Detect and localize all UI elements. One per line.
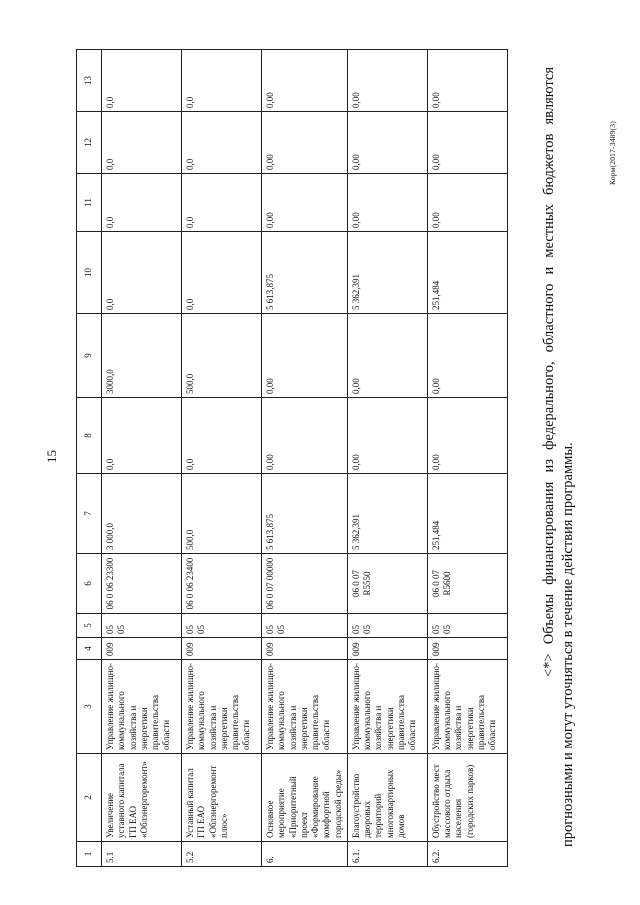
amount-cell: 0,00 (347, 314, 427, 398)
amount-cell: 5 362,391 (347, 232, 427, 314)
section-cell: 05 05 (182, 614, 262, 638)
column-header: 6 (77, 554, 102, 614)
amount-cell: 0,00 (262, 50, 348, 112)
amount-cell: 0,00 (427, 314, 507, 398)
measure-name-cell: Обустройство мест массового отдыха населения (городских парков) (427, 754, 507, 842)
executor-cell: Управление жилищно-коммунального хозяйства и энергетики правительства области (102, 660, 182, 754)
section-cell: 05 05 (102, 614, 182, 638)
target-article-cell: 06 0 06 23400 (182, 554, 262, 614)
table-header-row (77, 50, 102, 867)
amount-cell: 0,0 (102, 174, 182, 232)
column-header: 13 (77, 50, 102, 112)
grbs-cell: 009 (262, 638, 348, 660)
measure-name-cell: Благоустройство дворовых территорий многоквартирных домов (347, 754, 427, 842)
grbs-cell: 009 (427, 638, 507, 660)
amount-cell: 0,0 (102, 398, 182, 474)
table-row (427, 50, 507, 867)
target-article-cell: 06 0 07 R5550 (347, 554, 427, 614)
row-number-cell: 5.1 (102, 842, 182, 867)
grbs-cell: 009 (182, 638, 262, 660)
target-article-cell: 06 0 06 23300 (102, 554, 182, 614)
table-row (182, 50, 262, 867)
column-header: 4 (77, 638, 102, 660)
amount-cell: 0,00 (347, 112, 427, 174)
section-cell: 05 05 (427, 614, 507, 638)
measure-name-cell: Основное мероприятие «Приоритетный проект «Формирование комфортной городской среды» (262, 754, 348, 842)
amount-cell: 5 613,875 (262, 474, 348, 554)
amount-cell: 0,00 (262, 398, 348, 474)
amount-cell: 0,00 (427, 112, 507, 174)
amount-cell: 0,00 (262, 174, 348, 232)
footnote (540, 67, 578, 847)
amount-cell: 251,484 (427, 474, 507, 554)
amount-cell: 5 613,875 (262, 232, 348, 314)
amount-cell: 0,00 (347, 50, 427, 112)
grbs-cell: 009 (347, 638, 427, 660)
amount-cell: 0,00 (347, 174, 427, 232)
amount-cell: 0,00 (262, 112, 348, 174)
target-article-cell: 06 0 07 00000 (262, 554, 348, 614)
amount-cell: 0,00 (427, 174, 507, 232)
amount-cell: 0,0 (102, 112, 182, 174)
measure-name-cell: Уставный капитал ГП ЕАО «Облэнергоремонт плюс» (182, 754, 262, 842)
section-cell: 05 05 (347, 614, 427, 638)
column-header: 7 (77, 474, 102, 554)
row-number-cell: 6.1. (347, 842, 427, 867)
column-header: 3 (77, 660, 102, 754)
amount-cell: 0,00 (262, 314, 348, 398)
column-header: 1 (77, 842, 102, 867)
column-header: 8 (77, 398, 102, 474)
amount-cell: 0,0 (182, 50, 262, 112)
target-article-cell: 06 0 07 R5600 (427, 554, 507, 614)
row-number-cell: 6.2. (427, 842, 507, 867)
page-number: 15 (44, 450, 59, 463)
measure-name-cell: Увеличение уставного капитала ГП ЕАО «Облэнергоремонт» (102, 754, 182, 842)
section-cell: 05 05 (262, 614, 348, 638)
executor-cell: Управление жилищно-коммунального хозяйства и энергетики правительства области (182, 660, 262, 754)
footnote-text: <*> Объемы финансирования из федерального, областного и местных бюджетов являются прогнозными и могут уточняться в течение действия программы. (541, 67, 576, 847)
table-row (262, 50, 348, 867)
executor-cell: Управление жилищно-коммунального хозяйства и энергетики правительства области (347, 660, 427, 754)
amount-cell: 0,00 (427, 50, 507, 112)
row-number-cell: 6. (262, 842, 348, 867)
amount-cell: 0,00 (347, 398, 427, 474)
amount-cell: 3000,0 (102, 314, 182, 398)
amount-cell: 0,00 (427, 398, 507, 474)
funding-table (76, 49, 508, 867)
amount-cell: 0,0 (102, 50, 182, 112)
amount-cell: 500,0 (182, 314, 262, 398)
amount-cell: 0,0 (182, 112, 262, 174)
amount-cell: 0,0 (182, 398, 262, 474)
amount-cell: 500,0 (182, 474, 262, 554)
table-row (347, 50, 427, 867)
executor-cell: Управление жилищно-коммунального хозяйства и энергетики правительства области (262, 660, 348, 754)
column-header: 12 (77, 112, 102, 174)
amount-cell: 251,484 (427, 232, 507, 314)
amount-cell: 3 000,0 (102, 474, 182, 554)
amount-cell: 5 362,391 (347, 474, 427, 554)
amount-cell: 0,0 (182, 232, 262, 314)
row-number-cell: 5.2 (182, 842, 262, 867)
amount-cell: 0,0 (102, 232, 182, 314)
column-header: 2 (77, 754, 102, 842)
column-header: 5 (77, 614, 102, 638)
column-header: 11 (77, 174, 102, 232)
table-row (102, 50, 182, 867)
column-header: 9 (77, 314, 102, 398)
document-code: Корм(2017-3489(3) (608, 121, 617, 185)
column-header: 10 (77, 232, 102, 314)
amount-cell: 0,0 (182, 174, 262, 232)
executor-cell: Управление жилищно-коммунального хозяйства и энергетики правительства области (427, 660, 507, 754)
grbs-cell: 009 (102, 638, 182, 660)
